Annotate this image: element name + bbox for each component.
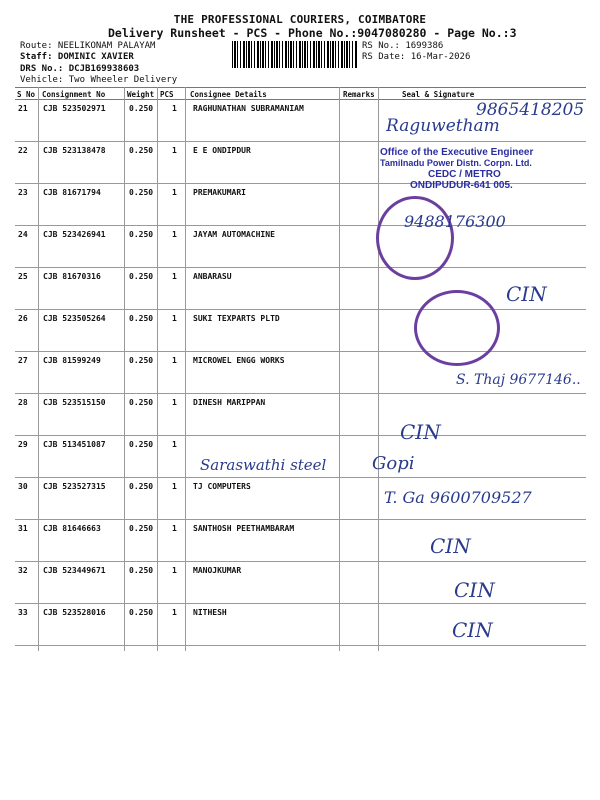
col-header-seal: Seal & Signature	[402, 90, 475, 99]
drs-number: DRS No.: DCJB169938603	[20, 64, 140, 74]
col-header-pcs: PCS	[160, 90, 174, 99]
row-consignment-no: CJB 523528016	[43, 608, 106, 617]
handwritten-signature: Gopi	[372, 453, 415, 474]
vehicle-label: Vehicle: Two Wheeler Delivery	[20, 75, 178, 85]
row-sno: 33	[18, 608, 28, 617]
row-consignment-no: CJB 523502971	[43, 104, 106, 113]
row-consignment-no: CJB 81670316	[43, 272, 101, 281]
handwritten-phone: 9488176300	[404, 212, 506, 231]
col-divider	[157, 87, 158, 651]
row-divider	[15, 645, 586, 646]
row-weight: 0.250	[129, 440, 154, 449]
barcode	[232, 41, 358, 68]
col-header-remarks: Remarks	[343, 90, 375, 99]
row-weight: 0.250	[129, 398, 154, 407]
row-weight: 0.250	[129, 482, 154, 491]
stamp-line: Tamilnadu Power Distn. Corpn. Ltd.	[380, 158, 532, 168]
header-top-rule	[15, 87, 586, 88]
row-divider	[15, 393, 586, 394]
col-divider	[124, 87, 125, 651]
row-weight: 0.250	[129, 188, 154, 197]
row-sno: 29	[18, 440, 28, 449]
row-consignee: DINESH MARIPPAN	[193, 398, 266, 407]
row-divider	[15, 561, 586, 562]
row-pcs: 1	[172, 566, 177, 575]
row-pcs: 1	[172, 230, 177, 239]
col-header-consignee: Consignee Details	[190, 90, 267, 99]
row-consignee: MANOJKUMAR	[193, 566, 242, 575]
row-pcs: 1	[172, 188, 177, 197]
row-pcs: 1	[172, 104, 177, 113]
handwritten-signature: Raguwetham	[386, 116, 500, 136]
row-sno: 26	[18, 314, 28, 323]
row-weight: 0.250	[129, 524, 154, 533]
stamp-line: Office of the Executive Engineer	[380, 147, 534, 158]
row-sno: 23	[18, 188, 28, 197]
row-consignee: SUKI TEXPARTS PLTD	[193, 314, 280, 323]
handwritten-signature: T. Ga 9600709527	[384, 488, 532, 507]
row-divider	[15, 141, 586, 142]
handwritten-signature: CIN	[506, 282, 547, 306]
stamp-line: ONDIPUDUR-641 005.	[410, 180, 513, 191]
handwritten-signature: CIN	[454, 578, 495, 602]
row-weight: 0.250	[129, 146, 154, 155]
col-divider	[38, 87, 39, 651]
row-consignment-no: CJB 81646663	[43, 524, 101, 533]
row-weight: 0.250	[129, 566, 154, 575]
row-consignment-no: CJB 523138478	[43, 146, 106, 155]
row-divider	[15, 309, 586, 310]
row-pcs: 1	[172, 272, 177, 281]
row-consignee: NITHESH	[193, 608, 227, 617]
handwritten-signature: CIN	[430, 534, 471, 558]
row-weight: 0.250	[129, 356, 154, 365]
row-divider	[15, 435, 586, 436]
row-sno: 25	[18, 272, 28, 281]
row-sno: 24	[18, 230, 28, 239]
handwritten-signature: S. Thaj 9677146..	[456, 372, 581, 388]
row-pcs: 1	[172, 524, 177, 533]
document-title: THE PROFESSIONAL COURIERS, COIMBATORE	[173, 13, 427, 26]
row-weight: 0.250	[129, 272, 154, 281]
row-consignee: PREMAKUMARI	[193, 188, 246, 197]
row-divider	[15, 351, 586, 352]
row-weight: 0.250	[129, 608, 154, 617]
row-consignment-no: CJB 523527315	[43, 482, 106, 491]
row-pcs: 1	[172, 398, 177, 407]
row-divider	[15, 267, 586, 268]
round-seal	[414, 290, 500, 366]
row-sno: 27	[18, 356, 28, 365]
col-header-weight: Weight	[127, 90, 155, 99]
row-divider	[15, 603, 586, 604]
row-pcs: 1	[172, 608, 177, 617]
staff-label: Staff: DOMINIC XAVIER	[20, 52, 134, 62]
round-seal	[376, 196, 454, 280]
row-consignee: TJ COMPUTERS	[193, 482, 251, 491]
stamp-line: CEDC / METRO	[428, 169, 501, 180]
row-pcs: 1	[172, 482, 177, 491]
row-pcs: 1	[172, 440, 177, 449]
col-divider	[339, 87, 340, 651]
handwritten-phone: 9865418205	[476, 100, 585, 120]
col-header-sno: S No	[17, 90, 36, 99]
row-pcs: 1	[172, 314, 177, 323]
row-sno: 21	[18, 104, 28, 113]
rs-number: RS No.: 1699386	[362, 41, 444, 51]
row-sno: 32	[18, 566, 28, 575]
row-consignee: SANTHOSH PEETHAMBARAM	[193, 524, 295, 533]
row-pcs: 1	[172, 146, 177, 155]
row-consignee: JAYAM AUTOMACHINE	[193, 230, 275, 239]
row-pcs: 1	[172, 356, 177, 365]
col-divider	[378, 87, 379, 651]
col-divider	[185, 87, 186, 651]
office-stamp	[380, 147, 540, 191]
row-consignee: RAGHUNATHAN SUBRAMANIAM	[193, 104, 304, 113]
row-consignee: E E ONDIPDUR	[193, 146, 251, 155]
handwritten-signature: CIN	[452, 618, 493, 642]
row-consignee: MICROWEL ENGG WORKS	[193, 356, 285, 365]
row-consignment-no: CJB 523449671	[43, 566, 106, 575]
row-consignment-no: CJB 513451087	[43, 440, 106, 449]
row-divider	[15, 519, 586, 520]
col-header-consignment: Consignment No	[42, 90, 106, 99]
row-divider	[15, 477, 586, 478]
route-label: Route: NEELIKONAM PALAYAM	[20, 41, 156, 51]
row-sno: 31	[18, 524, 28, 533]
row-sno: 22	[18, 146, 28, 155]
runsheet-subtitle: Delivery Runsheet - PCS - Phone No.:9047080280 - Page No.:3	[108, 26, 517, 40]
row-consignment-no: CJB 523515150	[43, 398, 106, 407]
row-weight: 0.250	[129, 104, 154, 113]
row-sno: 30	[18, 482, 28, 491]
row-weight: 0.250	[129, 230, 154, 239]
row-consignee: ANBARASU	[193, 272, 232, 281]
row-consignment-no: CJB 523505264	[43, 314, 106, 323]
row-weight: 0.250	[129, 314, 154, 323]
handwritten-consignee: Saraswathi steel	[200, 456, 327, 474]
row-sno: 28	[18, 398, 28, 407]
row-consignment-no: CJB 81671794	[43, 188, 101, 197]
row-consignment-no: CJB 81599249	[43, 356, 101, 365]
rs-date: RS Date: 16-Mar-2026	[362, 52, 471, 62]
handwritten-signature: CIN	[400, 420, 441, 444]
row-consignment-no: CJB 523426941	[43, 230, 106, 239]
